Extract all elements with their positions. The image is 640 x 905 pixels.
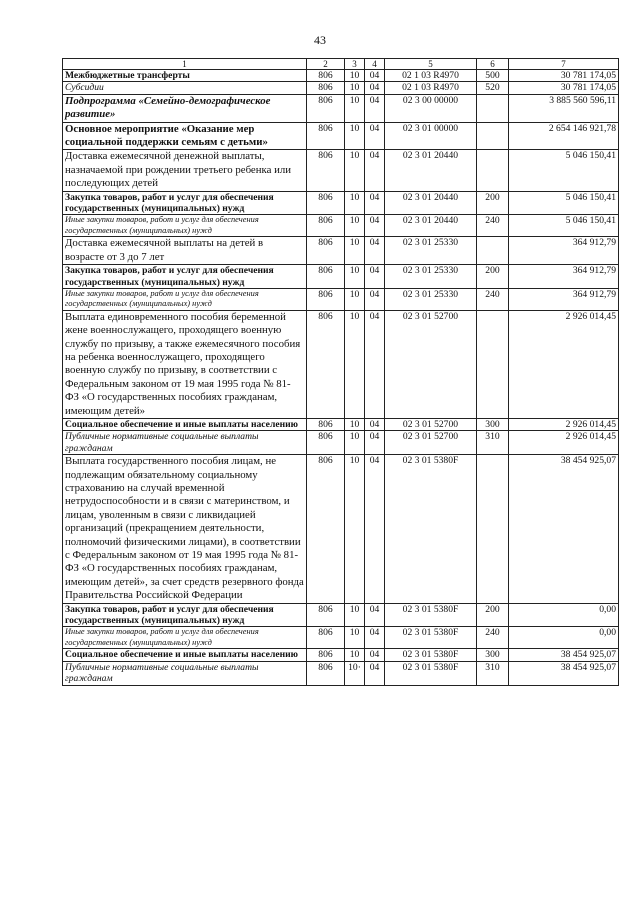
ministry-code: 806: [307, 237, 345, 265]
subsection-code: 04: [365, 215, 385, 237]
subsection-code: 04: [365, 455, 385, 603]
column-number: 1: [63, 59, 307, 70]
amount: 38 454 925,07: [509, 455, 619, 603]
expense-type-code: 300: [477, 418, 509, 430]
section-code: 10·: [345, 661, 365, 685]
table-row: [63, 288, 619, 310]
subsection-code: 04: [365, 627, 385, 649]
ministry-code: 806: [307, 288, 345, 310]
target-article-code: 02 3 01 00000: [385, 122, 477, 150]
expense-type-code: [477, 310, 509, 418]
amount: 364 912,79: [509, 288, 619, 310]
ministry-code: 806: [307, 150, 345, 191]
page-number: 43: [314, 33, 326, 47]
table-row: [63, 237, 619, 265]
row-name: Иные закупки товаров, работ и услуг для обеспечения государственных (муниципальных) нужд: [63, 288, 307, 310]
expense-type-code: 520: [477, 82, 509, 94]
table-row: [63, 94, 619, 122]
ministry-code: 806: [307, 122, 345, 150]
target-article-code: 02 3 01 20440: [385, 215, 477, 237]
target-article-code: 02 1 03 R4970: [385, 70, 477, 82]
target-article-code: 02 3 01 5380F: [385, 455, 477, 603]
row-name: Закупка товаров, работ и услуг для обеспечения государственных (муниципальных) нужд: [63, 191, 307, 215]
expense-type-code: 310: [477, 431, 509, 455]
subsection-code: 04: [365, 70, 385, 82]
section-code: 10: [345, 649, 365, 661]
target-article-code: 02 3 01 20440: [385, 150, 477, 191]
row-name: Закупка товаров, работ и услуг для обеспечения государственных (муниципальных) нужд: [63, 265, 307, 289]
amount: 364 912,79: [509, 237, 619, 265]
row-name: Публичные нормативные социальные выплаты гражданам: [63, 431, 307, 455]
target-article-code: 02 3 01 52700: [385, 431, 477, 455]
table-row: [63, 122, 619, 150]
subsection-code: 04: [365, 94, 385, 122]
row-name: Доставка ежемесячной выплаты на детей в возрасте от 3 до 7 лет: [63, 237, 307, 265]
ministry-code: 806: [307, 627, 345, 649]
expense-type-code: 240: [477, 288, 509, 310]
table-row: [63, 70, 619, 82]
amount: 3 885 560 596,11: [509, 94, 619, 122]
expense-type-code: 240: [477, 215, 509, 237]
row-name: Выплата государственного пособия лицам, не подлежащим обязательному социальному страхованию на случай временной нетрудоспособности и в связи с материнством, и лицам, уволенным в связи с ликвидацией организаций (прекращением деятельности, полномочий физическими лицами), в соответствии с Федеральным законом от 19 мая 1995 года № 81-ФЗ «О государственных пособиях гражданам, имеющим детей», за счет средств резервного фонда Правительства Российской Федерации: [63, 455, 307, 603]
ministry-code: 806: [307, 265, 345, 289]
subsection-code: 04: [365, 122, 385, 150]
amount: 2 926 014,45: [509, 310, 619, 418]
table-row: [63, 455, 619, 603]
row-name: Выплата единовременного пособия беременной жене военнослужащего, проходящего военную службу по призыву, а также ежемесячного пособия на ребенка военнослужащего, проходящего военную службу по призыву, в соответствии с Федеральным законом от 19 мая 1995 года № 81-ФЗ «О государственных пособиях гражданам, имеющим детей»: [63, 310, 307, 418]
section-code: 10: [345, 265, 365, 289]
subsection-code: 04: [365, 431, 385, 455]
section-code: 10: [345, 215, 365, 237]
subsection-code: 04: [365, 603, 385, 627]
target-article-code: 02 3 01 52700: [385, 310, 477, 418]
row-name: Субсидии: [63, 82, 307, 94]
amount: 38 454 925,07: [509, 649, 619, 661]
target-article-code: 02 3 00 00000: [385, 94, 477, 122]
amount: 364 912,79: [509, 265, 619, 289]
row-name: Основное мероприятие «Оказание мер социальной поддержки семьям с детьми»: [63, 122, 307, 150]
ministry-code: 806: [307, 661, 345, 685]
section-code: 10: [345, 122, 365, 150]
ministry-code: 806: [307, 603, 345, 627]
table-row: [63, 310, 619, 418]
column-number: 2: [307, 59, 345, 70]
subsection-code: 04: [365, 288, 385, 310]
ministry-code: 806: [307, 310, 345, 418]
row-name: Публичные нормативные социальные выплаты гражданам: [63, 661, 307, 685]
amount: 30 781 174,05: [509, 82, 619, 94]
expense-type-code: [477, 122, 509, 150]
column-number: 4: [365, 59, 385, 70]
expense-type-code: [477, 237, 509, 265]
target-article-code: 02 1 03 R4970: [385, 82, 477, 94]
expense-type-code: [477, 150, 509, 191]
section-code: 10: [345, 70, 365, 82]
amount: 5 046 150,41: [509, 215, 619, 237]
table-row: [63, 215, 619, 237]
section-code: 10: [345, 603, 365, 627]
section-code: 10: [345, 191, 365, 215]
section-code: 10: [345, 237, 365, 265]
target-article-code: 02 3 01 5380F: [385, 603, 477, 627]
ministry-code: 806: [307, 215, 345, 237]
expense-type-code: [477, 455, 509, 603]
expense-type-code: 240: [477, 627, 509, 649]
section-code: 10: [345, 94, 365, 122]
subsection-code: 04: [365, 82, 385, 94]
table-row: [63, 603, 619, 627]
expense-type-code: 200: [477, 191, 509, 215]
expense-type-code: [477, 94, 509, 122]
budget-table: [62, 58, 619, 686]
section-code: 10: [345, 627, 365, 649]
subsection-code: 04: [365, 661, 385, 685]
section-code: 10: [345, 455, 365, 603]
table-row: [63, 661, 619, 685]
row-name: Межбюджетные трансферты: [63, 70, 307, 82]
expense-type-code: 500: [477, 70, 509, 82]
target-article-code: 02 3 01 25330: [385, 288, 477, 310]
row-name: Социальное обеспечение и иные выплаты населению: [63, 649, 307, 661]
column-number: 3: [345, 59, 365, 70]
row-name: Подпрограмма «Семейно-демографическое развитие»: [63, 94, 307, 122]
target-article-code: 02 3 01 20440: [385, 191, 477, 215]
table-row: [63, 265, 619, 289]
amount: 0,00: [509, 603, 619, 627]
table-header-row: [63, 59, 619, 70]
table-row: [63, 191, 619, 215]
table-row: [63, 627, 619, 649]
section-code: 10: [345, 418, 365, 430]
ministry-code: 806: [307, 649, 345, 661]
ministry-code: 806: [307, 82, 345, 94]
section-code: 10: [345, 431, 365, 455]
ministry-code: 806: [307, 431, 345, 455]
target-article-code: 02 3 01 5380F: [385, 661, 477, 685]
ministry-code: 806: [307, 70, 345, 82]
table-row: [63, 150, 619, 191]
amount: 30 781 174,05: [509, 70, 619, 82]
amount: 38 454 925,07: [509, 661, 619, 685]
amount: 2 926 014,45: [509, 418, 619, 430]
table-row: [63, 418, 619, 430]
amount: 2 926 014,45: [509, 431, 619, 455]
amount: 5 046 150,41: [509, 150, 619, 191]
table-row: [63, 431, 619, 455]
subsection-code: 04: [365, 265, 385, 289]
section-code: 10: [345, 288, 365, 310]
amount: 0,00: [509, 627, 619, 649]
ministry-code: 806: [307, 418, 345, 430]
subsection-code: 04: [365, 649, 385, 661]
column-number: 5: [385, 59, 477, 70]
expense-type-code: 300: [477, 649, 509, 661]
ministry-code: 806: [307, 191, 345, 215]
subsection-code: 04: [365, 418, 385, 430]
target-article-code: 02 3 01 52700: [385, 418, 477, 430]
amount: 5 046 150,41: [509, 191, 619, 215]
target-article-code: 02 3 01 5380F: [385, 627, 477, 649]
target-article-code: 02 3 01 5380F: [385, 649, 477, 661]
row-name: Иные закупки товаров, работ и услуг для обеспечения государственных (муниципальных) нужд: [63, 215, 307, 237]
target-article-code: 02 3 01 25330: [385, 265, 477, 289]
table-row: [63, 649, 619, 661]
section-code: 10: [345, 150, 365, 191]
table-row: [63, 82, 619, 94]
row-name: Доставка ежемесячной денежной выплаты, назначаемой при рождении третьего ребенка или последующих детей: [63, 150, 307, 191]
subsection-code: 04: [365, 150, 385, 191]
subsection-code: 04: [365, 237, 385, 265]
ministry-code: 806: [307, 94, 345, 122]
row-name: Социальное обеспечение и иные выплаты населению: [63, 418, 307, 430]
section-code: 10: [345, 310, 365, 418]
column-number: 6: [477, 59, 509, 70]
amount: 2 654 146 921,78: [509, 122, 619, 150]
row-name: Иные закупки товаров, работ и услуг для обеспечения государственных (муниципальных) нужд: [63, 627, 307, 649]
section-code: 10: [345, 82, 365, 94]
target-article-code: 02 3 01 25330: [385, 237, 477, 265]
expense-type-code: 200: [477, 603, 509, 627]
expense-type-code: 200: [477, 265, 509, 289]
column-number: 7: [509, 59, 619, 70]
subsection-code: 04: [365, 310, 385, 418]
row-name: Закупка товаров, работ и услуг для обеспечения государственных (муниципальных) нужд: [63, 603, 307, 627]
ministry-code: 806: [307, 455, 345, 603]
expense-type-code: 310: [477, 661, 509, 685]
subsection-code: 04: [365, 191, 385, 215]
